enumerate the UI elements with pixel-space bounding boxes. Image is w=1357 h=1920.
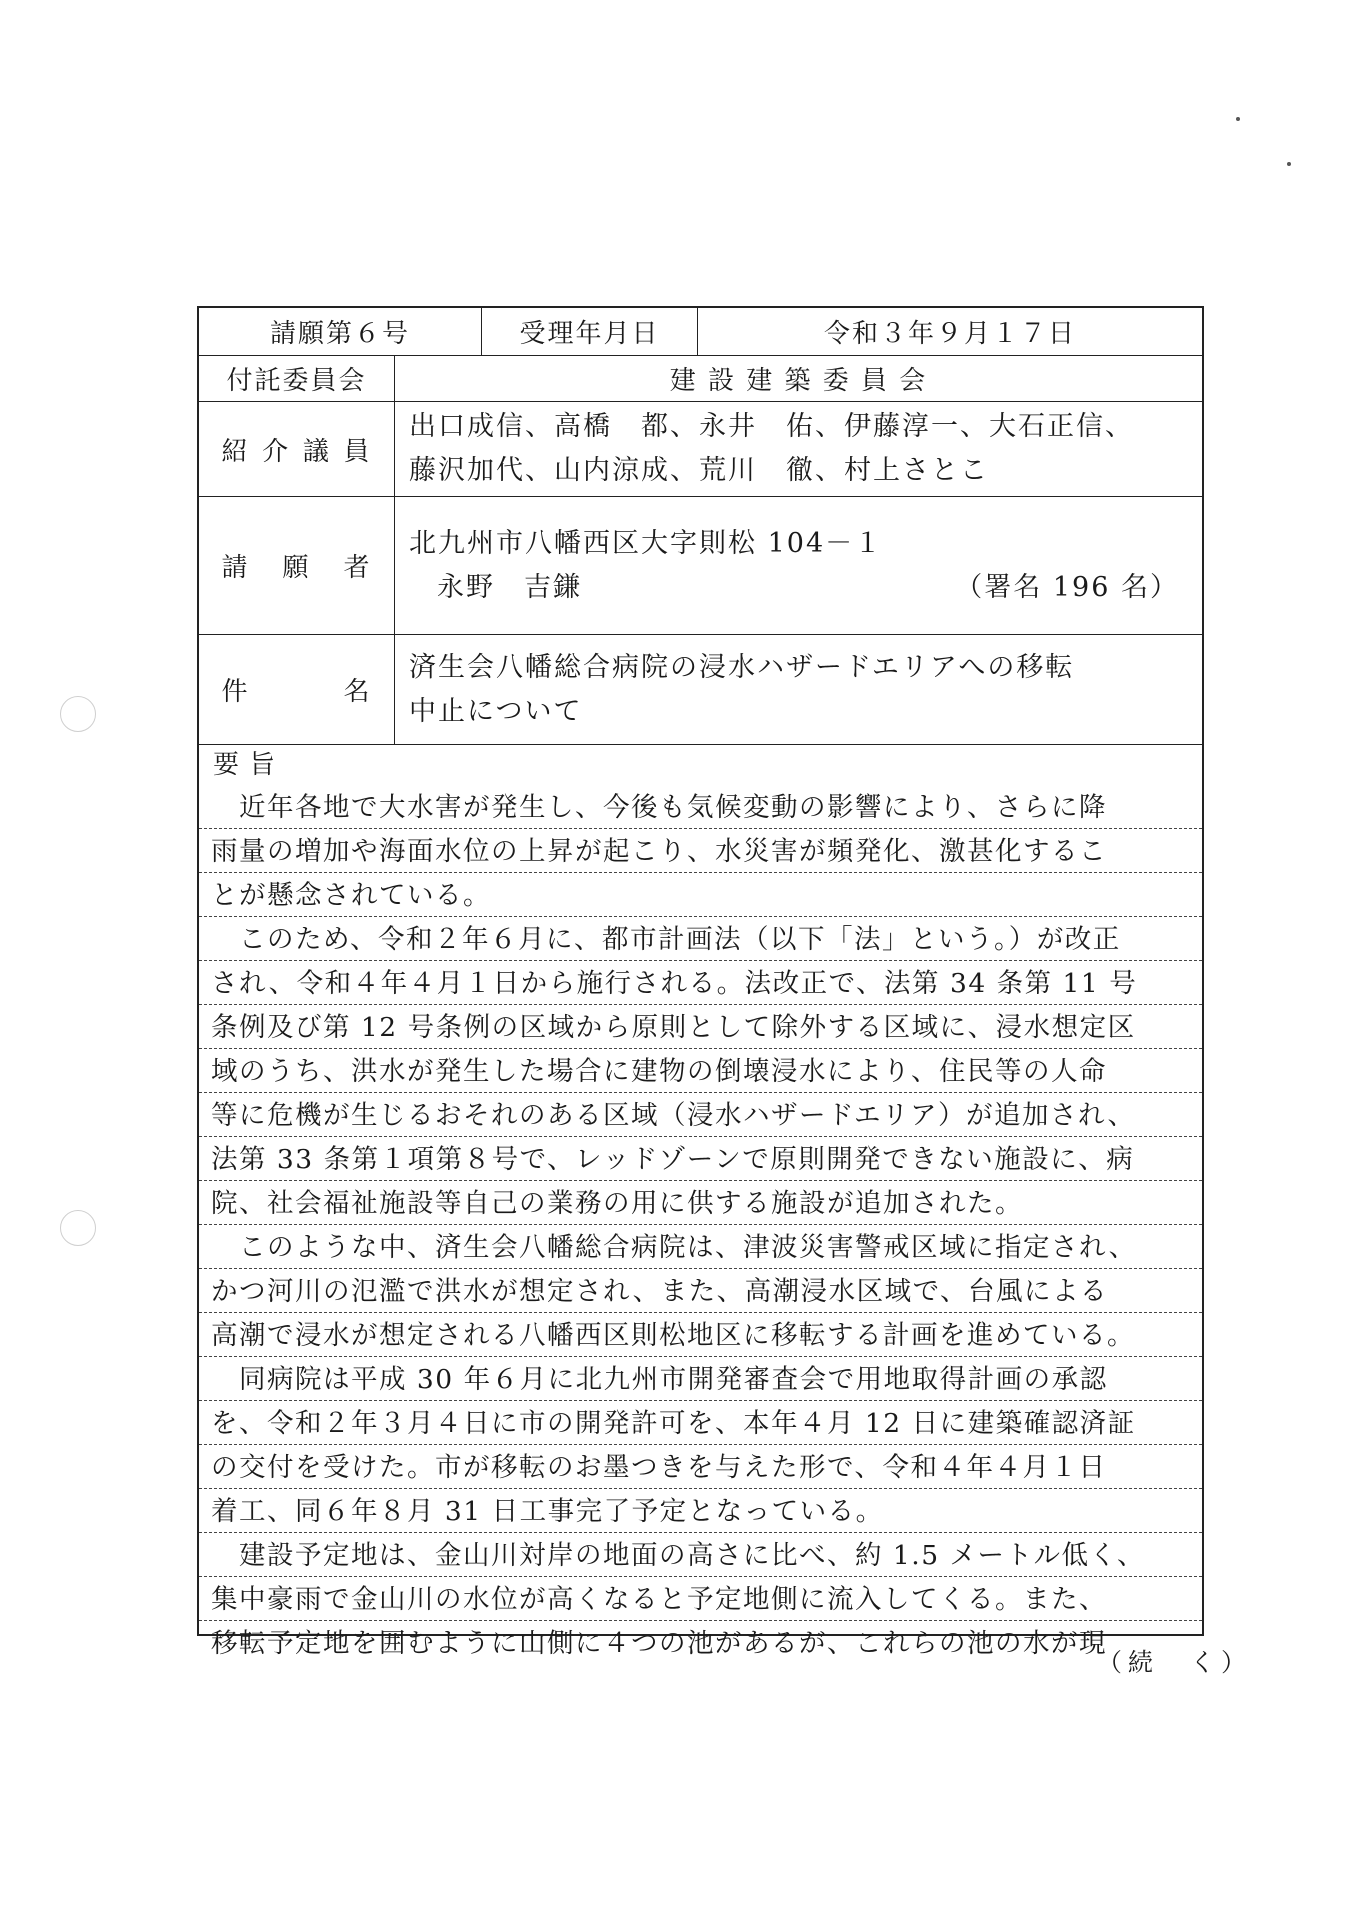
summary-line: 法第 33 条第１項第８号で、レッドゾーンで原則開発できない施設に、病 [199, 1137, 1202, 1181]
summary-line: かつ河川の氾濫で洪水が想定され、また、高潮浸水区域で、台風による [199, 1269, 1202, 1313]
summary-line: 院、社会福祉施設等自己の業務の用に供する施設が追加された。 [199, 1181, 1202, 1225]
summary-line: 建設予定地は、金山川対岸の地面の高さに比べ、約 1.5 メートル低く、 [199, 1533, 1202, 1577]
subject-label-char: 名 [343, 677, 372, 707]
received-date-label: 受理年月日 [482, 308, 698, 355]
binder-hole-bottom [60, 1210, 96, 1246]
petitioner-value [395, 497, 1202, 634]
summary-line: このため、令和２年６月に、都市計画法（以下「法」という。）が改正 [199, 917, 1202, 961]
binder-hole-top [60, 696, 96, 732]
summary-line: このような中、済生会八幡総合病院は、津波災害警戒区域に指定され、 [199, 1225, 1202, 1269]
header-row [199, 308, 1202, 356]
subject-value [395, 635, 1202, 744]
subject-line: 済生会八幡総合病院の浸水ハザードエリアへの移転 [409, 651, 1075, 683]
petition-number: 請願第６号 [199, 308, 482, 355]
introducers-row [199, 402, 1202, 497]
introducers-label-char: 紹 [221, 436, 250, 467]
introducers-line: 出口成信、高橋 都、永井 佑、伊藤淳一、大石正信、 [409, 411, 1134, 442]
petitioner-row [199, 497, 1202, 635]
introducers-label-char: 議 [302, 436, 331, 467]
committee-value: 建 設 建 築 委 員 会 [669, 366, 928, 396]
introducers-label [199, 402, 395, 496]
petitioner-label-char: 請 [221, 553, 250, 583]
summary-line: 域のうち、洪水が発生した場合に建物の倒壊浸水により、住民等の人命 [199, 1049, 1202, 1093]
subject-label-char: 件 [221, 677, 250, 707]
introducers-label-char: 介 [262, 436, 291, 467]
introducers-value [395, 402, 1202, 496]
introducers-line: 藤沢加代、山内涼成、荒川 徹、村上さとこ [409, 455, 989, 486]
introducers-label-char: 員 [343, 436, 372, 467]
summary-line: とが懸念されている。 [199, 873, 1202, 917]
petitioner-label-char: 者 [343, 553, 372, 583]
subject-label [199, 635, 395, 744]
summary-line: 等に危機が生じるおそれのある区域（浸水ハザードエリア）が追加され、 [199, 1093, 1202, 1137]
summary-line: 移転予定地を囲むように山側に４つの池があるが、これらの池の水が現 [211, 1628, 1107, 1659]
subject-row [199, 635, 1202, 745]
received-date-value: 令和３年９月１７日 [823, 319, 1076, 349]
summary-line: 高潮で浸水が想定される八幡西区則松地区に移転する計画を進めている。 [199, 1313, 1202, 1357]
petitioner-label [199, 497, 395, 634]
petitioner-label-char: 願 [282, 553, 311, 583]
committee-row [199, 356, 1202, 402]
summary-line: の交付を受けた。市が移転のお墨つきを与えた形で、令和４年４月１日 [199, 1445, 1202, 1489]
committee-label: 付託委員会 [199, 356, 395, 401]
summary-section [199, 745, 1202, 1659]
petitioner-name: 永野 吉鎌 [437, 571, 582, 603]
summary-line: 同病院は平成 30 年６月に北九州市開発審査会で用地取得計画の承認 [199, 1357, 1202, 1401]
petition-form [197, 306, 1204, 1659]
scan-speck [1287, 162, 1291, 166]
continued-note: （続 く） [1097, 1648, 1253, 1677]
summary-title: 要旨 [213, 750, 286, 780]
summary-line: 着工、同６年８月 31 日工事完了予定となっている。 [199, 1489, 1202, 1533]
summary-body [199, 785, 1202, 1665]
summary-line: 集中豪雨で金山川の水位が高くなると予定地側に流入してくる。また、 [199, 1577, 1202, 1621]
summary-line: され、令和４年４月１日から施行される。法改正で、法第 34 条第 11 号 [199, 961, 1202, 1005]
petitioner-address: 北九州市八幡西区大字則松 104－１ [409, 527, 884, 559]
summary-line: 条例及び第 12 号条例の区域から原則として除外する区域に、浸水想定区 [199, 1005, 1202, 1049]
signature-count: （署名 196 名） [955, 571, 1179, 603]
summary-line: 近年各地で大水害が発生し、今後も気候変動の影響により、さらに降 [199, 785, 1202, 829]
summary-line: を、令和２年３月４日に市の開発許可を、本年４月 12 日に建築確認済証 [199, 1401, 1202, 1445]
subject-line: 中止について [409, 695, 583, 727]
summary-line: 雨量の増加や海面水位の上昇が起こり、水災害が頻発化、激甚化するこ [199, 829, 1202, 873]
scan-speck [1236, 117, 1240, 121]
